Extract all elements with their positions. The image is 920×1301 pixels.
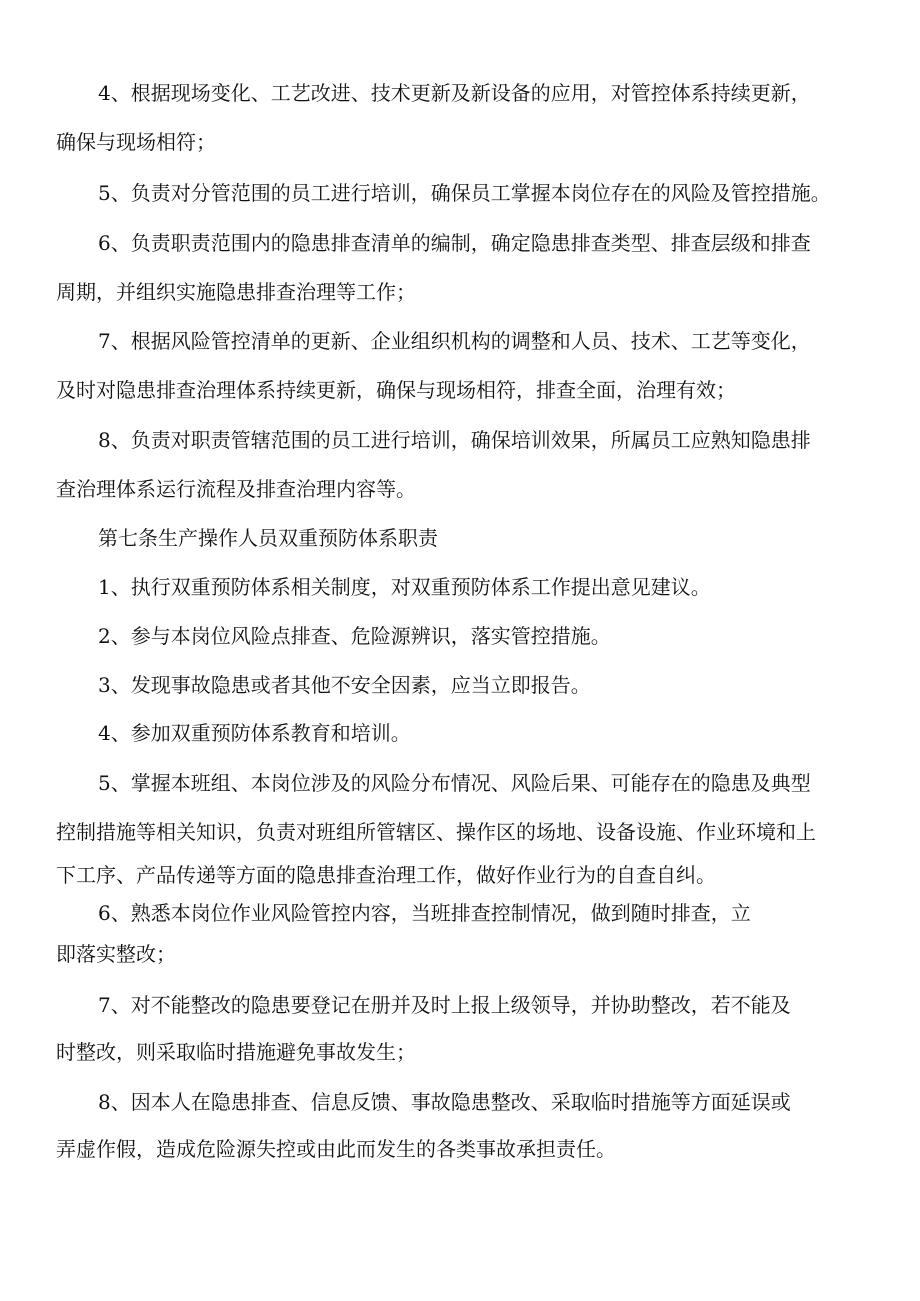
paragraph-line: 查治理体系运行流程及排查治理内容等。 (56, 477, 416, 501)
paragraph-line: 6、负责职责范围内的隐患排查清单的编制，确定隐患排查类型、排查层级和排查 (98, 231, 811, 255)
paragraph-line: 确保与现场相符； (56, 130, 216, 154)
paragraph-line: 7、对不能整改的隐患要登记在册并及时上报上级领导，并协助整改，若不能及 (98, 993, 791, 1017)
paragraph-line: 4、根据现场变化、工艺改进、技术更新及新设备的应用，对管控体系持续更新， (98, 81, 811, 105)
paragraph-line: 8、负责对职责管辖范围的员工进行培训，确保培训效果，所属员工应熟知隐患排 (98, 428, 811, 452)
paragraph-line: 5、掌握本班组、本岗位涉及的风险分布情况、风险后果、可能存在的隐患及典型 (98, 771, 811, 795)
paragraph-line: 7、根据风险管控清单的更新、企业组织机构的调整和人员、技术、工艺等变化， (98, 329, 811, 353)
paragraph-line: 周期，并组织实施隐患排查治理等工作； (56, 280, 416, 304)
paragraph-line: 3、发现事故隐患或者其他不安全因素，应当立即报告。 (98, 673, 591, 697)
paragraph-line: 控制措施等相关知识，负责对班组所管辖区、操作区的场地、设备设施、作业环境和上 (56, 820, 816, 844)
paragraph-line: 1、执行双重预防体系相关制度，对双重预防体系工作提出意见建议。 (98, 575, 711, 599)
paragraph-line: 4、参加双重预防体系教育和培训。 (98, 721, 411, 745)
paragraph-line: 及时对隐患排查治理体系持续更新，确保与现场相符，排查全面，治理有效； (56, 378, 736, 402)
paragraph-line: 下工序、产品传递等方面的隐患排查治理工作，做好作业行为的自查自纠。 (56, 863, 716, 887)
article-heading: 第七条生产操作人员双重预防体系职责 (98, 526, 438, 550)
paragraph-line: 2、参与本岗位风险点排查、危险源辨识，落实管控措施。 (98, 624, 611, 648)
paragraph-line: 5、负责对分管范围的员工进行培训，确保员工掌握本岗位存在的风险及管控措施。 (98, 181, 831, 205)
paragraph-line: 8、因本人在隐患排查、信息反馈、事故隐患整改、采取临时措施等方面延误或 (98, 1090, 791, 1114)
paragraph-line: 6、熟悉本岗位作业风险管控内容，当班排查控制情况，做到随时排查，立 (98, 901, 751, 925)
paragraph-line: 弄虚作假，造成危险源失控或由此而发生的各类事故承担责任。 (56, 1137, 616, 1161)
paragraph-line: 即落实整改； (56, 942, 176, 966)
paragraph-line: 时整改，则采取临时措施避免事故发生； (56, 1040, 416, 1064)
